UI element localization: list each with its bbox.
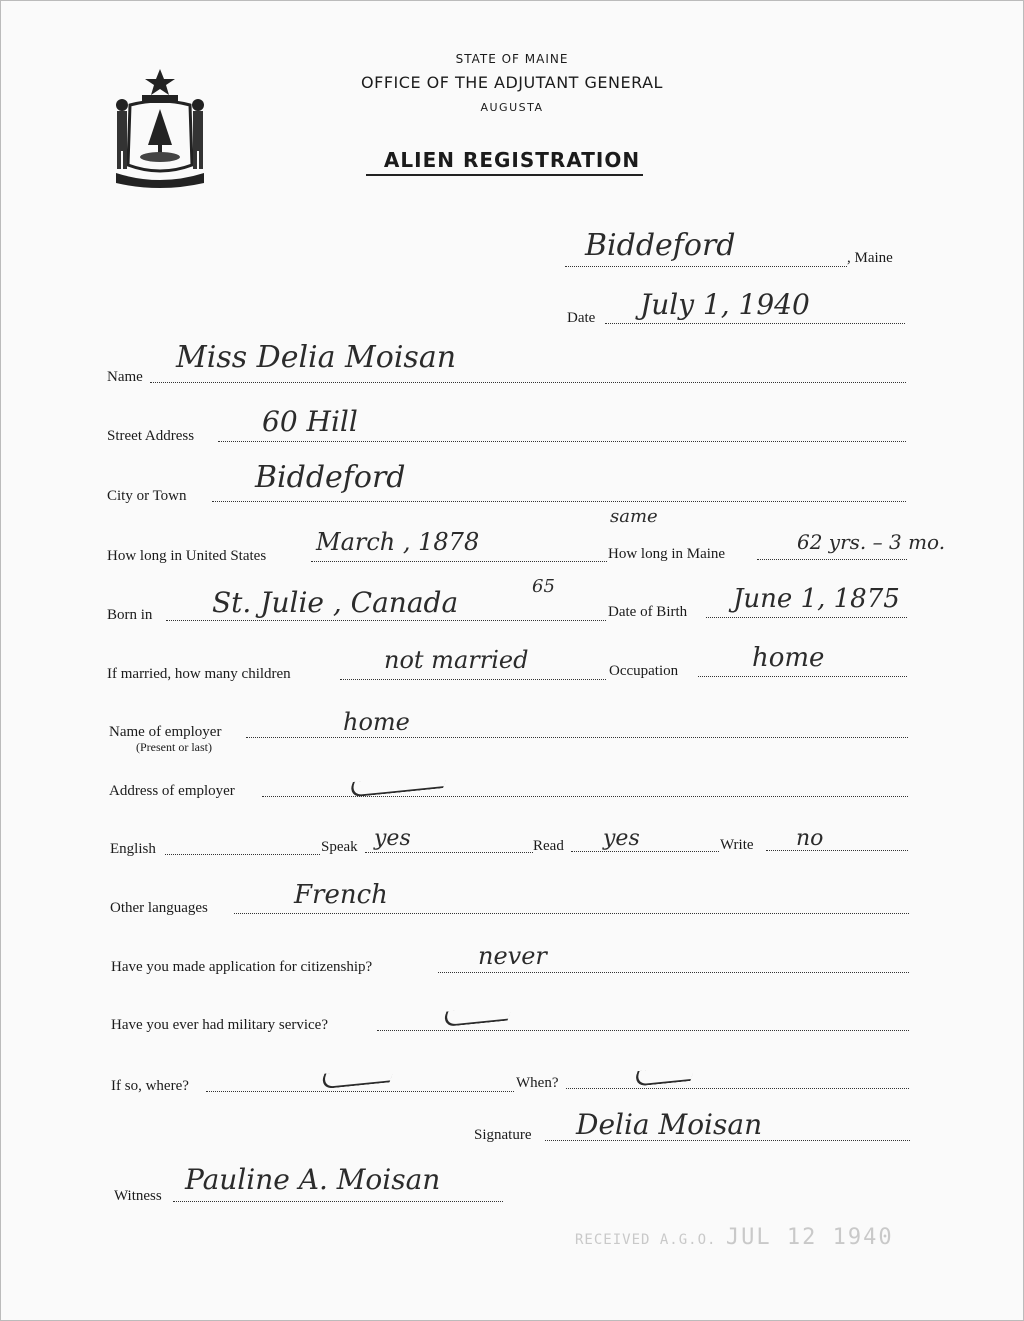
when-line [566,1088,909,1089]
name-label: Name [107,369,143,385]
witness-label: Witness [114,1188,162,1204]
born-in-label: Born in [107,607,153,623]
employer-address-label: Address of employer [109,783,235,799]
how-long-us-label: How long in United States [107,548,267,564]
employer-name-label: Name of employer [109,724,222,740]
citizenship-value: never [478,942,547,970]
form-title: ALIEN REGISTRATION [383,148,641,172]
date-of-birth-line [706,617,907,618]
english-label: English [110,841,156,857]
other-languages-line [234,913,909,914]
signature-label: Signature [474,1127,532,1143]
witness-value: Pauline A. Moisan [185,1163,441,1196]
name-line [150,382,906,383]
where-label: If so, where? [111,1078,189,1094]
speak-line [365,852,533,853]
employer-name-sublabel: (Present or last) [136,740,212,754]
married-children-label: If married, how many children [107,666,291,682]
write-line [766,850,908,851]
other-languages-label: Other languages [110,900,208,916]
how-long-us-note: same [610,506,658,527]
date-line [605,323,905,324]
header-state: STATE OF MAINE [455,52,569,66]
town-line [565,266,847,267]
how-long-maine-label: How long in Maine [608,546,726,562]
other-languages-value: French [294,880,388,910]
born-in-line [166,620,606,621]
married-children-value: not married [384,646,529,674]
street-address-line [218,441,906,442]
city-value: Biddeford [255,460,406,495]
when-label: When? [516,1075,559,1091]
how-long-maine-line [757,559,907,560]
citizenship-line [438,972,909,973]
signature-value: Delia Moisan [576,1108,763,1141]
english-line [165,854,320,855]
military-line [377,1030,909,1031]
date-of-birth-value: June 1, 1875 [733,584,900,614]
married-children-line [340,679,606,680]
military-label: Have you ever had military service? [111,1017,328,1033]
how-long-us-line [311,561,607,562]
employer-name-line [246,737,908,738]
how-long-us-value: March , 1878 [316,528,480,556]
received-stamp-date: JUL 12 1940 [725,1225,894,1250]
occupation-label: Occupation [609,663,679,679]
date-of-birth-label: Date of Birth [608,604,688,620]
city-label: City or Town [107,488,187,504]
how-long-maine-value: 62 yrs. – 3 mo. [797,530,946,554]
born-in-value: St. Julie , Canada [212,586,459,619]
name-value: Miss Delia Moisan [176,340,457,375]
date-label: Date [567,310,596,326]
where-line [206,1091,514,1092]
city-line [212,501,906,502]
write-value: no [796,826,824,851]
title-underline [366,174,643,176]
born-note: 65 [532,576,555,597]
citizenship-label: Have you made application for citizenship? [111,959,373,975]
employer-name-value: home [343,708,410,736]
header-city: AUGUSTA [480,101,544,114]
write-label: Write [720,837,754,853]
occupation-value: home [752,643,825,673]
street-address-value: 60 Hill [262,405,358,438]
read-value: yes [603,826,640,851]
town-value: Biddeford [585,228,736,263]
witness-line [173,1201,503,1202]
read-line [571,851,719,852]
speak-label: Speak [321,839,358,855]
street-address-label: Street Address [107,428,195,444]
maine-label: , Maine [847,250,893,266]
received-stamp-text: RECEIVED A.G.O. [575,1232,717,1248]
received-stamp [575,1225,894,1250]
read-label: Read [533,838,564,854]
speak-value: yes [374,826,411,851]
header-office: OFFICE OF THE ADJUTANT GENERAL [361,73,663,92]
occupation-line [698,676,907,677]
date-value: July 1, 1940 [640,288,810,321]
